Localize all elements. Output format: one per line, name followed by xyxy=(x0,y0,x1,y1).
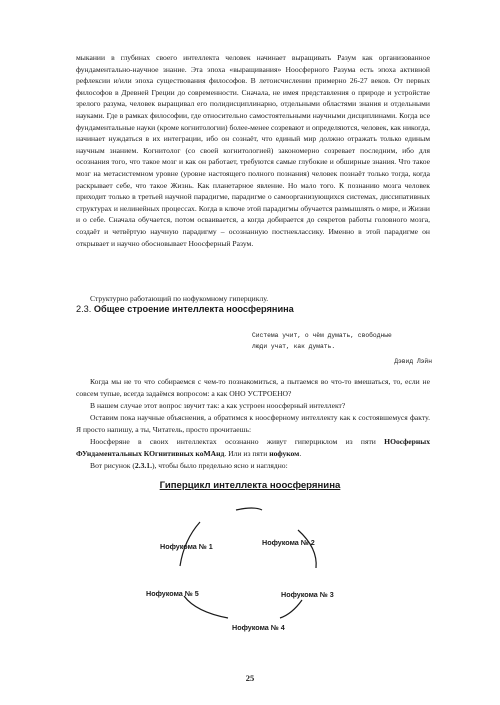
p6-text-mid: . Или из пяти xyxy=(224,448,270,458)
node-nofukoma-5: Нофукома № 5 xyxy=(146,589,199,598)
node-nofukoma-4: Нофукома № 4 xyxy=(232,623,285,632)
epigraph-line-1: Система учит, о чём думать, свободные xyxy=(252,332,392,339)
p6-bold-nofukom: нофуком xyxy=(269,448,300,458)
arc-4-5 xyxy=(184,596,228,618)
p7-text-end: ), чтобы было предельно ясно и наглядно: xyxy=(151,461,288,470)
node-nofukoma-3: Нофукома № 3 xyxy=(281,590,334,599)
body-paragraph-5: Оставим пока научные объяснения, а обратимся к ноосферному интеллекту как к состоявшемуся факту. Я просто напишу, а ты, Читатель, просто прочитаешь: xyxy=(76,413,430,434)
arc-1-2 xyxy=(236,508,262,510)
node-nofukoma-2: Нофукома № 2 xyxy=(262,538,315,547)
p6-text-end: . xyxy=(299,448,302,458)
body-paragraph-2: Структурно работающий по нофукомному гиперциклу. xyxy=(90,294,269,303)
page-number: 25 xyxy=(245,673,255,683)
diagram-title: Гиперцикл интеллекта ноосферянина xyxy=(159,480,341,491)
node-nofukoma-1: Нофукома № 1 xyxy=(160,542,213,551)
p6-bold-commands: НОосферных ФУндаментальных КОгнитивных коМАнд xyxy=(76,437,430,458)
arc-2-3 xyxy=(298,530,316,568)
body-paragraph-1: мыкании в глубинах своего интеллекта человек начинает выращивать Разум как организованное фундаментально-научное знание. Эта эпоха «выращивания» Ноосферного Разума есть эпоха активной рефлексии и/или эпоха существования философов. В летоисчислении примерно 26-27 веков. От первых философов в Древней Греции до современности. Сначала, не имея представления о природе и устройстве зрелого разума, человек выращивал его полидисциплинарно, отдельными областями знания и отдельными науками. Где в рамках философии, где относительно самостоятельными научными дисциплинами. Когда все фундаментальные науки (кроме когнитологии) более-менее созревают и определяются, человек, как никогда, начинает нуждаться в их интеграции, ибо он сознаёт, что единый мир должно отражать только единым научным знанием. Когнитолог (со своей когнитологией) закономерно созревает последним, ибо для осознания того, что такое мозг и как он работает, требуются самые глубокие и обширные знания. Что такое мозг на метасистемном уровне (уровне настоящего полного познания) человек познаёт только тогда, когда раскрывает себе, что такое Жизнь. Как планетарное явление. Но мало того. К познанию мозга человек приходит только в третьей научной парадигме, парадигме о самоорганизующихся системах, диссипативных структурах и нелинейных процессах. Когда в ключе этой парадигмы обучается размышлять о мире, и Жизни и о себе. Сначала обучается, потом осваивается, а когда добирается до секретов работы головного мозга, создаёт и четвёртую научную парадигму – осознанную постнеклассику. Именно в этой парадигме он открывает и научно обосновывает Ноосферный Разум. xyxy=(76,53,430,248)
p7-text-start: Вот рисунок ( xyxy=(90,461,135,470)
cycle-arcs xyxy=(180,508,316,618)
body-paragraph-4: В нашем случае этот вопрос звучит так: а как устроен ноосферный интеллект? xyxy=(90,401,346,410)
epigraph-line-2: люди учат, как думать. xyxy=(252,343,336,350)
arc-3-4 xyxy=(280,600,302,618)
body-paragraph-3: Когда мы не то что собираемся с чем-то познакомиться, а пытаемся во что-то вмешаться, то, если не совсем тупые, всегда задаёмся вопросом: а как ОНО УСТРОЕНО? xyxy=(76,377,430,398)
section-title: Общее строение интеллекта ноосферянина xyxy=(93,304,294,314)
p6-text-start: Ноосферяне в своих интеллектах осознанно живут гиперциклом из пяти xyxy=(90,437,385,446)
figure-reference: 2.3.1. xyxy=(134,461,152,470)
epigraph-author: Дэвид Лэйн xyxy=(394,358,432,365)
section-number: 2.3. xyxy=(76,304,92,314)
